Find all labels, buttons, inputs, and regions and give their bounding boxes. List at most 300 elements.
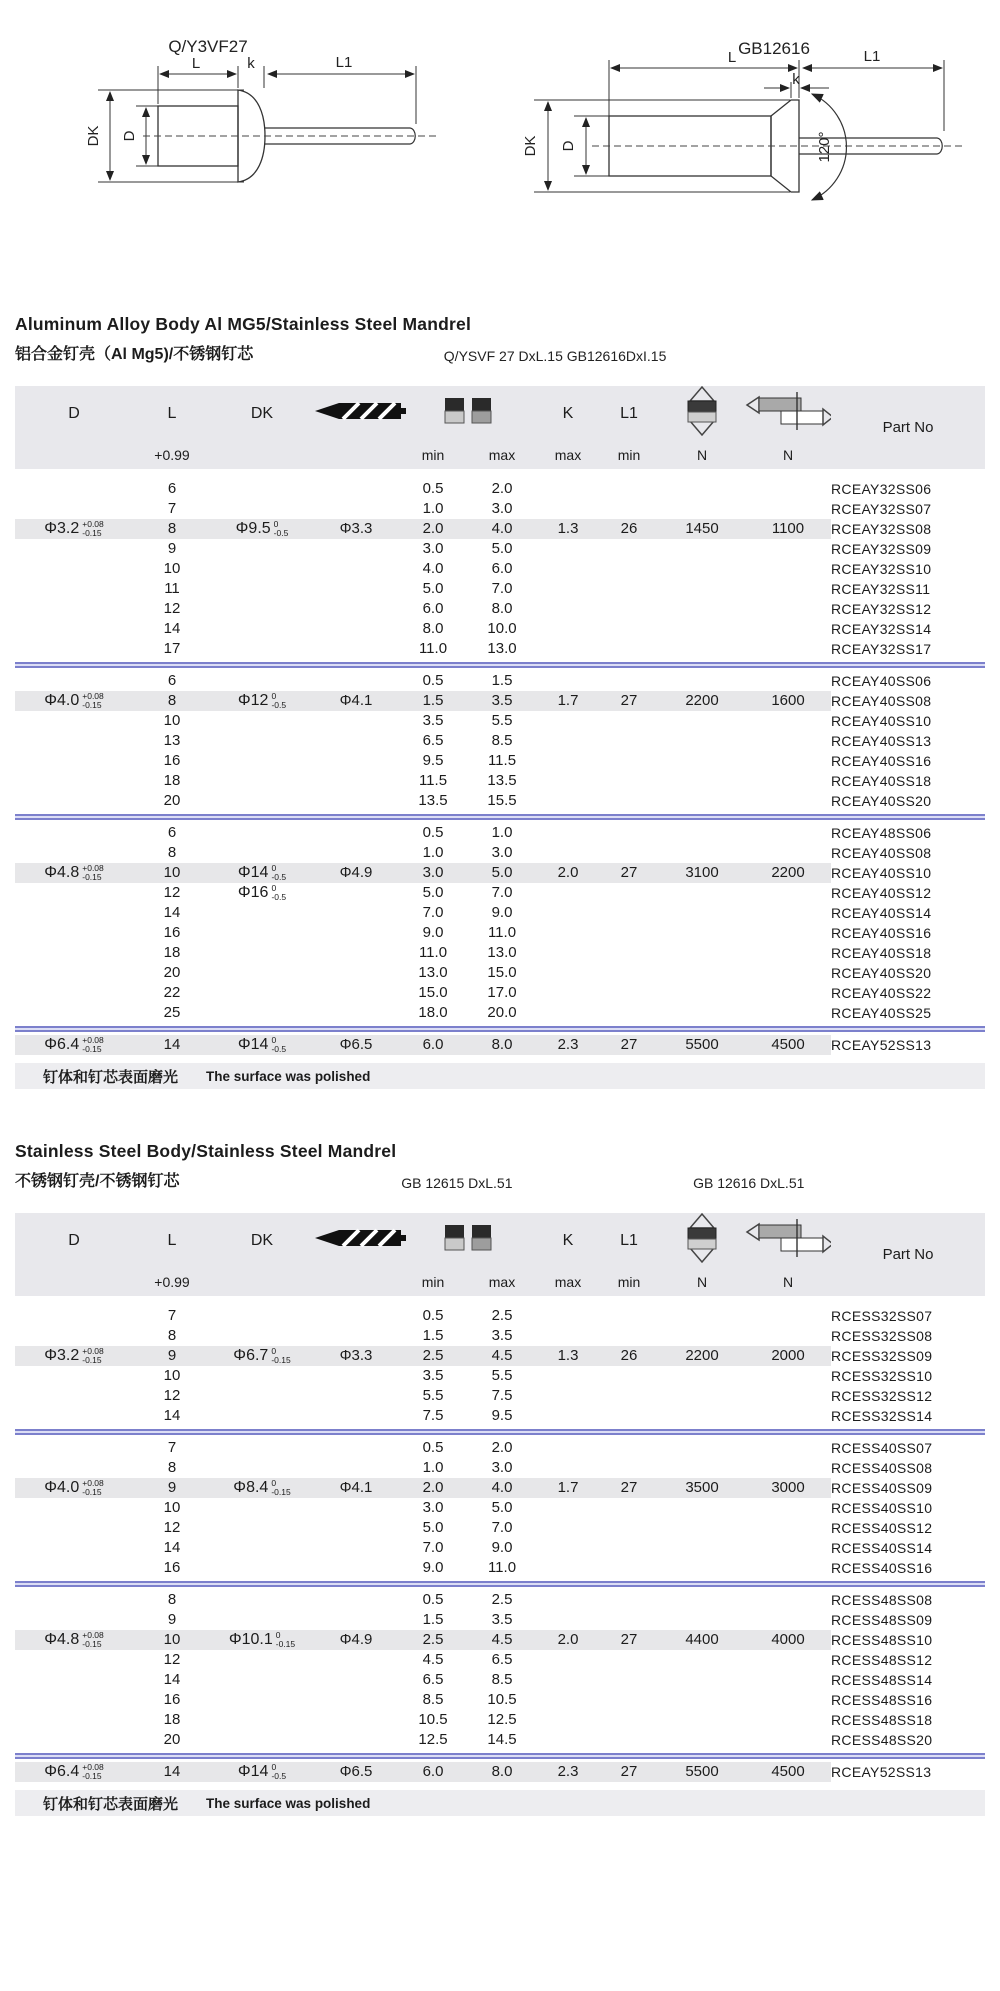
grip-min-cell: 1.0 <box>422 844 444 861</box>
shear-cell <box>745 1730 831 1750</box>
shear-cell <box>745 1003 831 1023</box>
d-cell <box>15 923 133 943</box>
grip-min-cell: 6.5 <box>422 1671 444 1688</box>
shear-cell <box>745 1590 831 1610</box>
shear-cell <box>745 751 831 771</box>
col-dk-header: DK <box>211 386 313 441</box>
tensile-cell <box>659 751 745 771</box>
l-cell: 9 <box>167 1611 177 1628</box>
grip-min-cell: 10.5 <box>418 1711 448 1728</box>
table-row <box>15 1590 985 1610</box>
dk-cell <box>211 1326 313 1346</box>
tensile-cell <box>659 1610 745 1630</box>
table-row <box>15 539 985 559</box>
shear-cell <box>745 1438 831 1458</box>
drill-cell <box>313 671 399 691</box>
table-footer <box>15 1790 985 1816</box>
grip-max-cell: 2.5 <box>491 1307 513 1324</box>
part-no-cell: RCEAY32SS12 <box>831 599 985 619</box>
tensile-cell <box>659 903 745 923</box>
l-cell: 20 <box>163 792 181 809</box>
table-row <box>15 1518 985 1538</box>
k-cell: 2.0 <box>537 1630 599 1650</box>
l-cell: 14 <box>133 1035 211 1055</box>
tensile-cell <box>659 1326 745 1346</box>
shear-cell <box>745 1650 831 1670</box>
shear-cell <box>745 1558 831 1578</box>
drill-cell <box>313 1730 399 1750</box>
dk-cell <box>211 1306 313 1326</box>
l1-cell <box>599 751 659 771</box>
dim-dk-label: DK <box>85 125 102 147</box>
part-no-cell: RCESS40SS16 <box>831 1558 985 1578</box>
grip-min-cell: 5.0 <box>422 1519 444 1536</box>
l1-cell <box>599 539 659 559</box>
grip-max-cell: 3.5 <box>491 1611 513 1628</box>
dk-cell <box>211 711 313 731</box>
dk-cell: Φ14 0 -0.5 <box>211 1035 313 1055</box>
l1-cell <box>599 883 659 903</box>
grip-max-cell: 5.0 <box>491 540 513 557</box>
grip-max-cell: 10.0 <box>487 620 517 637</box>
dk-cell <box>211 983 313 1003</box>
shear-cell <box>745 1386 831 1406</box>
footer-note-cn: 钉体和钉芯表面磨光 <box>43 1795 179 1813</box>
grip-min-cell: 0.5 <box>422 672 444 689</box>
dim-d-label: D <box>121 130 138 142</box>
l1-cell <box>599 963 659 983</box>
l1-cell: 27 <box>599 1630 659 1650</box>
d-cell <box>15 539 133 559</box>
dk-cell <box>211 1438 313 1458</box>
grip-range-icon <box>399 1213 537 1268</box>
tensile-cell <box>659 1003 745 1023</box>
l1-cell <box>599 771 659 791</box>
shear-cell <box>745 771 831 791</box>
dk-cell <box>211 1518 313 1538</box>
col-dk-header: DK <box>211 1213 313 1268</box>
grip-max-cell: 4.5 <box>467 1630 537 1650</box>
tensile-cell <box>659 843 745 863</box>
l-cell: 20 <box>163 1731 181 1748</box>
k-cell <box>537 1690 599 1710</box>
drill-cell <box>313 1538 399 1558</box>
part-no-cell: RCEAY40SS18 <box>831 943 985 963</box>
table-row <box>15 771 985 791</box>
grip-min-cell: 11.5 <box>418 772 448 789</box>
tensile-cell <box>659 1306 745 1326</box>
k-cell <box>537 983 599 1003</box>
grip-min-cell: 6.5 <box>422 732 444 749</box>
table-row <box>15 1498 985 1518</box>
k-cell <box>537 1306 599 1326</box>
grip-max-cell: 3.0 <box>491 844 513 861</box>
l-cell: 12 <box>163 884 181 901</box>
grip-min-cell: 7.0 <box>422 1539 444 1556</box>
grip-min-cell: 2.5 <box>399 1630 467 1650</box>
drill-cell <box>313 1690 399 1710</box>
dk-cell <box>211 923 313 943</box>
k-cell <box>537 1003 599 1023</box>
grip-max-cell: 3.5 <box>467 691 537 711</box>
l1-cell <box>599 1438 659 1458</box>
d-cell <box>15 1438 133 1458</box>
table-header <box>15 1213 985 1296</box>
l-cell: 9 <box>133 1346 211 1366</box>
tensile-cell: 4400 <box>659 1630 745 1650</box>
grip-max-cell: 15.0 <box>487 964 517 981</box>
col-l-header: L <box>133 386 211 441</box>
k-cell <box>537 1590 599 1610</box>
drill-cell <box>313 579 399 599</box>
d-cell <box>15 671 133 691</box>
d-cell <box>15 943 133 963</box>
grip-min-cell: 5.0 <box>422 580 444 597</box>
tensile-cell <box>659 1498 745 1518</box>
col-k-header: K <box>537 1213 599 1268</box>
drill-cell <box>313 771 399 791</box>
dk-cell <box>211 479 313 499</box>
l-cell: 8 <box>167 844 177 861</box>
l-cell: 6 <box>167 824 177 841</box>
tensile-cell <box>659 711 745 731</box>
dk-cell <box>211 943 313 963</box>
col-l1-header: L1 <box>599 386 659 441</box>
d-cell <box>15 1518 133 1538</box>
shear-cell <box>745 1710 831 1730</box>
tensile-cell <box>659 731 745 751</box>
table-body <box>15 469 985 1055</box>
l1-min-header: min <box>599 441 659 469</box>
shear-cell <box>745 1538 831 1558</box>
part-no-cell: RCESS48SS12 <box>831 1650 985 1670</box>
shear-n-header: N <box>745 1268 831 1296</box>
drill-cell: Φ4.9 <box>313 1630 399 1650</box>
drill-cell <box>313 983 399 1003</box>
table-row <box>15 1458 985 1478</box>
tensile-cell <box>659 671 745 691</box>
l-cell: 10 <box>163 560 181 577</box>
k-cell <box>537 1650 599 1670</box>
part-no-cell: RCEAY40SS20 <box>831 791 985 811</box>
d-cell: Φ4.0 +0.08 -0.15 <box>15 691 133 711</box>
l1-cell <box>599 1458 659 1478</box>
table-row <box>15 823 985 843</box>
tensile-cell: 3100 <box>659 863 745 883</box>
dk-cell: Φ16 0 -0.5 <box>237 882 287 902</box>
k-cell <box>537 539 599 559</box>
grip-max-cell: 7.0 <box>491 884 513 901</box>
grip-max-cell: 11.0 <box>487 1559 517 1576</box>
angle-label: 120° <box>816 131 833 163</box>
tensile-n-header: N <box>659 1268 745 1296</box>
block-divider <box>15 1426 985 1438</box>
drill-cell <box>313 1498 399 1518</box>
dk-cell <box>211 903 313 923</box>
table-row <box>15 1406 985 1426</box>
grip-min-cell: 5.5 <box>422 1387 444 1404</box>
grip-max-header: max <box>467 1268 537 1296</box>
shear-cell <box>745 479 831 499</box>
dk-cell <box>211 1590 313 1610</box>
footer-note-en: The surface was polished <box>206 1068 371 1084</box>
grip-max-cell: 10.5 <box>487 1691 517 1708</box>
d-cell <box>15 1610 133 1630</box>
tensile-cell <box>659 1366 745 1386</box>
dim-l-label: L <box>727 49 737 66</box>
drill-cell <box>313 639 399 659</box>
col-part-no-header: Part No <box>831 1213 985 1296</box>
grip-max-cell: 5.0 <box>491 1499 513 1516</box>
section-aluminum-body <box>0 314 1000 1089</box>
k-max-header: max <box>537 441 599 469</box>
l1-cell <box>599 599 659 619</box>
shear-cell: 4500 <box>745 1035 831 1055</box>
part-no-cell: RCESS32SS10 <box>831 1366 985 1386</box>
d-cell <box>15 639 133 659</box>
grip-min-cell: 0.5 <box>422 824 444 841</box>
dim-k-label: k <box>792 71 800 88</box>
standard-note: GB 12615 DxL.51 <box>401 1175 513 1191</box>
dk-cell: Φ8.4 0 -0.15 <box>211 1478 313 1498</box>
part-no-cell: RCEAY32SS17 <box>831 639 985 659</box>
tensile-cell <box>659 963 745 983</box>
footer-note-cn: 钉体和钉芯表面磨光 <box>43 1068 179 1086</box>
d-cell: Φ3.2 +0.08 -0.15 <box>15 1346 133 1366</box>
drill-cell <box>313 963 399 983</box>
section-subtitle-cn: 不锈钢钉壳/不锈钢钉芯 <box>15 1173 180 1190</box>
drill-cell: Φ4.9 <box>313 863 399 883</box>
grip-max-cell: 5.5 <box>491 1367 513 1384</box>
part-no-cell: RCEAY32SS08 <box>831 519 985 539</box>
table-row <box>15 1035 985 1055</box>
table-row <box>15 963 985 983</box>
l-cell: 12 <box>163 1651 181 1668</box>
l-cell: 20 <box>163 964 181 981</box>
part-no-cell: RCEAY32SS10 <box>831 559 985 579</box>
tensile-cell <box>659 639 745 659</box>
part-no-cell: RCEAY40SS14 <box>831 903 985 923</box>
grip-min-cell: 11.0 <box>418 944 448 961</box>
l1-cell <box>599 1650 659 1670</box>
tensile-cell <box>659 1438 745 1458</box>
dim-dk-label: DK <box>522 135 539 157</box>
table-row <box>15 903 985 923</box>
d-cell: Φ6.4 +0.08 -0.15 <box>15 1762 133 1782</box>
standard-note: GB 12616 DxL.51 <box>693 1175 805 1191</box>
grip-min-header: min <box>399 1268 467 1296</box>
drill-cell <box>313 1650 399 1670</box>
k-cell <box>537 943 599 963</box>
d-cell <box>15 983 133 1003</box>
shear-cell <box>745 539 831 559</box>
l-cell: 17 <box>163 640 181 657</box>
table-row <box>15 639 985 659</box>
drill-cell <box>313 923 399 943</box>
shear-strength-icon <box>745 1213 831 1268</box>
technical-drawings <box>0 36 1000 248</box>
drill-cell <box>313 943 399 963</box>
drill-cell: Φ4.1 <box>313 691 399 711</box>
grip-max-cell: 2.0 <box>491 1439 513 1456</box>
l-cell: 11 <box>164 580 180 597</box>
dim-l1-label: L1 <box>863 48 881 65</box>
d-cell: Φ4.8 +0.08 -0.15 <box>15 863 133 883</box>
grip-min-cell: 6.0 <box>399 1035 467 1055</box>
drill-cell <box>313 1610 399 1630</box>
d-cell <box>15 751 133 771</box>
d-cell <box>15 711 133 731</box>
drill-cell <box>313 731 399 751</box>
k-cell: 2.0 <box>537 863 599 883</box>
drill-bit-icon <box>313 386 399 441</box>
l-cell: 10 <box>163 1367 181 1384</box>
part-no-cell: RCEAY40SS25 <box>831 1003 985 1023</box>
l1-cell <box>599 1386 659 1406</box>
part-no-cell: RCEAY40SS22 <box>831 983 985 1003</box>
grip-min-cell: 1.0 <box>422 1459 444 1476</box>
grip-max-cell: 9.0 <box>491 1539 513 1556</box>
part-no-cell: RCEAY40SS10 <box>831 711 985 731</box>
dk-cell: Φ6.7 0 -0.15 <box>211 1346 313 1366</box>
grip-max-cell: 6.0 <box>491 560 513 577</box>
tensile-cell <box>659 479 745 499</box>
col-l-header: L <box>133 1213 211 1268</box>
table-row <box>15 1386 985 1406</box>
d-cell <box>15 1558 133 1578</box>
grip-max-cell: 20.0 <box>487 1004 517 1021</box>
table-row <box>15 519 985 539</box>
drill-cell <box>313 1438 399 1458</box>
shear-cell <box>745 791 831 811</box>
dk-cell <box>211 499 313 519</box>
col-d-header: D <box>15 386 133 441</box>
d-cell <box>15 903 133 923</box>
l-cell: 14 <box>163 620 181 637</box>
spec-table-aluminum <box>15 386 985 1055</box>
drill-cell <box>313 1518 399 1538</box>
shear-cell <box>745 619 831 639</box>
grip-min-cell: 2.5 <box>399 1346 467 1366</box>
dk-cell: Φ9.5 0 -0.5 <box>211 519 313 539</box>
grip-max-cell: 4.0 <box>467 1478 537 1498</box>
col-l1-header: L1 <box>599 1213 659 1268</box>
part-no-cell: RCEAY40SS10 <box>831 863 985 883</box>
dk-cell <box>211 1386 313 1406</box>
table-row <box>15 1326 985 1346</box>
shear-cell: 4500 <box>745 1762 831 1782</box>
tensile-cell <box>659 1730 745 1750</box>
dk-cell <box>211 1498 313 1518</box>
l-cell: 6 <box>167 480 177 497</box>
table-row <box>15 1306 985 1326</box>
drill-cell <box>313 1406 399 1426</box>
drill-cell <box>313 1558 399 1578</box>
part-no-cell: RCEAY32SS07 <box>831 499 985 519</box>
grip-min-cell: 9.5 <box>422 752 444 769</box>
k-cell <box>537 771 599 791</box>
l1-cell <box>599 619 659 639</box>
l1-cell: 27 <box>599 1762 659 1782</box>
table-row <box>15 1650 985 1670</box>
table-row <box>15 1438 985 1458</box>
drill-cell <box>313 619 399 639</box>
table-row <box>15 943 985 963</box>
grip-min-cell: 8.5 <box>422 1691 444 1708</box>
table-row <box>15 1690 985 1710</box>
l1-cell <box>599 499 659 519</box>
tensile-cell <box>659 823 745 843</box>
l-cell: 12 <box>163 1387 181 1404</box>
l-cell: 14 <box>163 1671 181 1688</box>
l1-cell <box>599 983 659 1003</box>
l1-cell <box>599 671 659 691</box>
k-cell: 1.7 <box>537 1478 599 1498</box>
grip-max-cell: 7.0 <box>491 1519 513 1536</box>
l1-cell <box>599 1558 659 1578</box>
tensile-cell: 2200 <box>659 691 745 711</box>
d-cell <box>15 579 133 599</box>
shear-cell <box>745 823 831 843</box>
l1-cell <box>599 639 659 659</box>
grip-min-cell: 8.0 <box>422 620 444 637</box>
part-no-cell: RCESS40SS08 <box>831 1458 985 1478</box>
k-cell <box>537 559 599 579</box>
tensile-cell <box>659 1670 745 1690</box>
tensile-cell <box>659 559 745 579</box>
l-cell: 7 <box>167 500 177 517</box>
l1-cell <box>599 711 659 731</box>
footer-note-en: The surface was polished <box>206 1795 371 1811</box>
l-tolerance: +0.99 <box>133 441 211 469</box>
grip-min-cell: 0.5 <box>422 1591 444 1608</box>
k-cell <box>537 499 599 519</box>
part-no-cell: RCESS48SS08 <box>831 1590 985 1610</box>
grip-min-cell: 5.0 <box>422 884 444 901</box>
part-no-cell: RCESS32SS12 <box>831 1386 985 1406</box>
grip-min-cell: 7.5 <box>422 1407 444 1424</box>
shear-cell <box>745 1326 831 1346</box>
grip-min-cell: 3.0 <box>422 1499 444 1516</box>
shear-cell <box>745 1406 831 1426</box>
shear-cell: 1600 <box>745 691 831 711</box>
grip-max-cell: 9.5 <box>491 1407 513 1424</box>
l1-cell <box>599 1690 659 1710</box>
shear-cell <box>745 599 831 619</box>
dk-cell <box>211 731 313 751</box>
table-row <box>15 1003 985 1023</box>
k-cell <box>537 791 599 811</box>
grip-max-cell: 13.0 <box>487 944 517 961</box>
drill-cell <box>313 883 399 903</box>
d-cell <box>15 1590 133 1610</box>
k-cell <box>537 731 599 751</box>
d-cell <box>15 963 133 983</box>
dk-cell <box>211 791 313 811</box>
table-row <box>15 791 985 811</box>
tensile-cell <box>659 1538 745 1558</box>
part-no-cell: RCEAY32SS11 <box>831 579 985 599</box>
grip-min-cell: 4.5 <box>422 1651 444 1668</box>
l-cell: 7 <box>167 1307 177 1324</box>
spec-table-stainless <box>15 1213 985 1782</box>
l-cell: 18 <box>163 1711 181 1728</box>
l-cell: 10 <box>133 863 211 883</box>
k-cell <box>537 823 599 843</box>
table-header <box>15 386 985 469</box>
grip-min-cell: 11.0 <box>418 640 448 657</box>
k-cell <box>537 1558 599 1578</box>
